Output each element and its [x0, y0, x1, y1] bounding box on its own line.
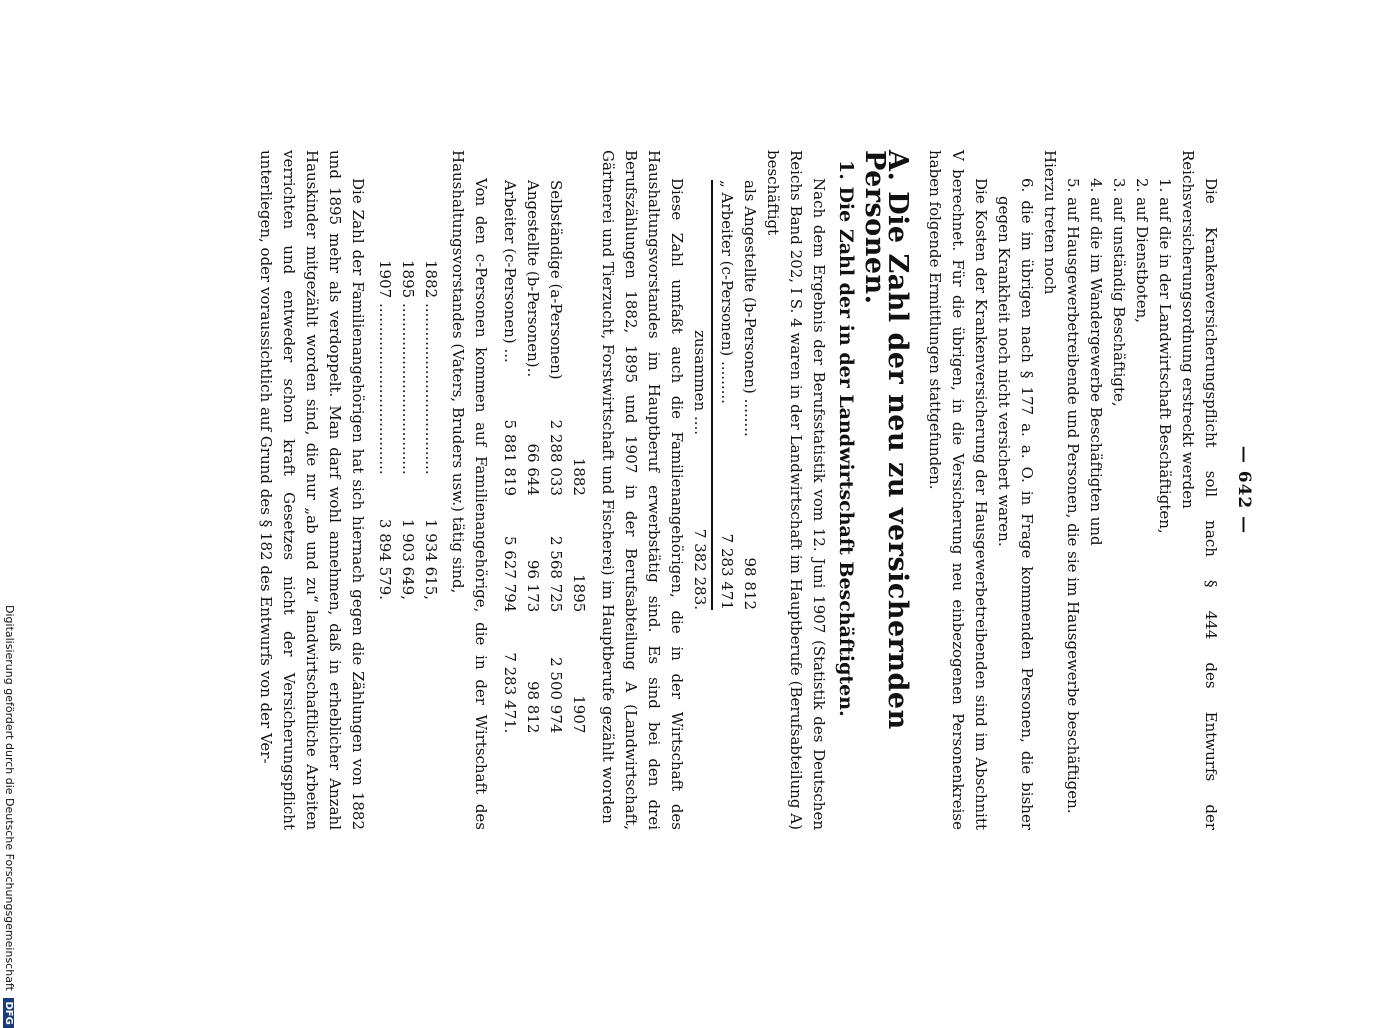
table-cell: 5 627 794: [501, 535, 519, 613]
sum-row: [715, 180, 738, 610]
credit-text: Digitalisierung gefördert durch die Deutsche Forschungsgemeinschaft: [3, 605, 16, 991]
table-cell: Arbeiter (c-Personen) ...: [501, 180, 519, 363]
section-heading-a: A. Die Zahl der neu zu versichernden Personen.: [859, 150, 913, 730]
table-cell: 2 500 974: [547, 657, 565, 734]
table-header-row: [567, 180, 590, 733]
year-row: [419, 260, 442, 600]
year-row: [373, 260, 396, 600]
sum-row-label: zusammen ....: [691, 330, 709, 436]
employment-sum-block: [688, 180, 761, 610]
sum-row-value: 98 812: [741, 557, 759, 610]
section1-paragraph-4: Die Zahl der Familienangehörigen hat sich hiernach gegen die Zählungen von 1882 und 1895 mehr als verdoppelt. Man darf wohl annehmen, daß in erheblicher Anzahl Hauskinder mitgezählt worden sind, die nur „ab und zu“ landwirtschaftliche Arbeiten verrichten und entweder schon kraft Gesetzes nicht der Versicherungspflicht unterliegen, oder voraussichtlich auf Grund des § 182 des Entwurfs von der Ver-: [257, 150, 367, 830]
table-header: 1895: [570, 574, 588, 613]
sum-row-value: 7 382 283.: [691, 528, 709, 610]
list-item: 6. die im übrigen nach § 177 a. a. O. in Frage kommenden Personen, die bisher gegen Krankheit noch nicht versichert waren.: [995, 178, 1036, 830]
sum-row: [738, 180, 761, 610]
sum-row-value: 7 283 471: [718, 533, 736, 610]
intro-paragraph-2: Hierzu treten noch: [1041, 150, 1059, 295]
table-row: [521, 180, 544, 733]
table-cell: 5 881 819: [501, 419, 519, 496]
sum-row-label: „ Arbeiter (c-Personen) .........: [718, 180, 736, 404]
table-header: [567, 180, 590, 380]
sum-row-label: als Angestellte (b-Personen) ........: [741, 180, 759, 437]
year-row-label: 1895 ....................................: [399, 260, 417, 475]
rotated-page-content: [155, 150, 1255, 830]
section1-paragraph-1: Nach dem Ergebnis der Berufsstatistik vom 12. Juni 1907 (Statistik des Deutschen Reichs Band 202, I S. 4 waren in der Landwirtschaft im Hauptberufe (Berufsabteilung A) beschäftigt: [764, 150, 828, 830]
page-number: — 642 —: [1234, 445, 1254, 535]
table-cell: 96 173: [524, 559, 542, 613]
list-item: 5. auf Hausgewerbetreibende und Personen, die sie im Hausgewerbe beschäftigen.: [1064, 178, 1082, 814]
year-row-value: 1 934 615,: [422, 518, 440, 600]
table-cell: 98 812: [524, 680, 542, 734]
year-row-label: 1882 ....................................: [422, 260, 440, 475]
census-table: [498, 180, 590, 733]
dfg-logo: DFG: [3, 998, 14, 1027]
list-item: 4. auf die im Wandergewerbe Beschäftigten und: [1087, 178, 1105, 546]
table-cell: Selbständige (a-Personen): [547, 180, 565, 380]
list-item: 1. auf die in der Landwirtschaft Beschäftigten,: [1156, 178, 1174, 534]
table-row: [498, 180, 521, 733]
table-header: 1907: [570, 695, 588, 734]
year-row-value: 3 894 579.: [376, 518, 394, 600]
table-header: 1882: [570, 457, 588, 496]
table-cell: 2 288 033: [547, 419, 565, 496]
table-row: [544, 180, 567, 733]
year-row-value: 1 903 649,: [399, 518, 417, 600]
intro-paragraph-3: Die Kosten der Krankenversicherung der Hausgewerbetreibenden sind im Abschnitt V berechnet. Für die übrigen, in die Versicherung neu einbezogenen Personenkreise haben folgende Ermittlungen stattgefunden.: [926, 150, 990, 830]
family-members-by-year: [373, 260, 442, 600]
sum-total-row: [688, 180, 713, 610]
section1-paragraph-2: Diese Zahl umfaßt auch die Familienangehörigen, die in der Wirtschaft des Haushaltungsvorstandes im Hauptberuf erwerbstätig sind. Es sind bei den drei Berufszählungen 1882, 1895 und 1907 in der Berufsabteilung A (Landwirtschaft, Gärtnerei und Tierzucht, Forstwirtschaft und Fischerei) im Hauptberufe gezählt worden: [599, 150, 686, 830]
table-cell: 7 283 471.: [501, 652, 519, 734]
year-row: [396, 260, 419, 600]
digitization-credit: [0, 605, 16, 1025]
list-item: 3. auf unständig Beschäftigte,: [1110, 178, 1128, 407]
table-cell: Angestellte (b-Personen)..: [524, 180, 542, 378]
subsection-heading-1: 1. Die Zahl der in der Landwirtschaft Beschäftigten.: [835, 160, 857, 717]
section1-paragraph-3: Von den c-Personen kommen auf Familienangehörige, die in der Wirtschaft des Haushaltungsvorstandes (Vaters, Bruders usw.) tätig sind,: [449, 150, 490, 830]
table-cell: 2 568 725: [547, 535, 565, 613]
year-row-label: 1907 ....................................: [376, 260, 394, 475]
table-cell: 66 644: [524, 443, 542, 496]
list-item: 2. auf Dienstboten,: [1133, 178, 1151, 324]
intro-paragraph-1: Die Krankenversicherungspflicht soll nach § 444 des Entwurfs der Reichsversicherungsordnung erstreckt werden: [1179, 150, 1220, 830]
